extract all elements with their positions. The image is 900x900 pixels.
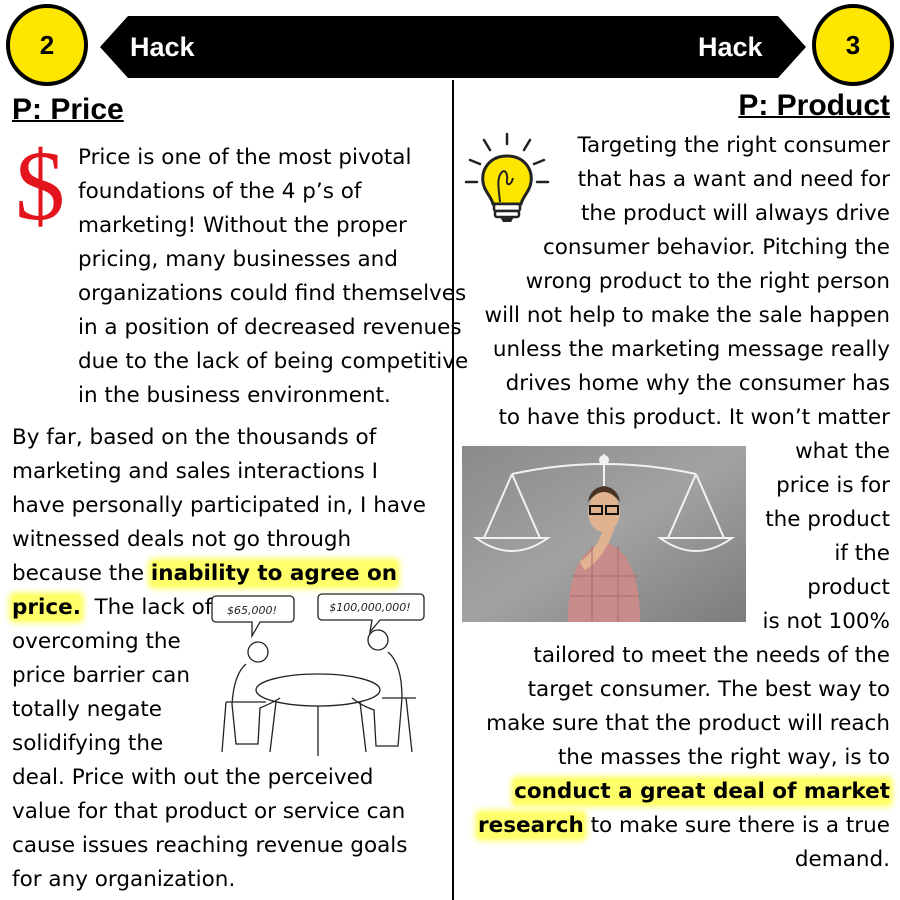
price-closing-line: deal. Price with out the perceived xyxy=(12,765,374,790)
product-top-line: wrong product to the right person xyxy=(525,269,890,294)
product-side-line: product xyxy=(807,575,890,600)
negotiation-cartoon-image xyxy=(206,590,430,760)
product-top-line: to have this product. It won’t matter xyxy=(498,405,890,430)
price-body-line: have personally participated in, I have xyxy=(12,493,426,518)
price-wrap-line: totally negate xyxy=(12,697,163,722)
price-highlight-line-2 xyxy=(12,591,212,625)
price-wrap-line: price barrier can xyxy=(12,663,190,688)
product-top-line: Targeting the right consumer xyxy=(577,133,890,158)
price-intro-line: foundations of the 4 p’s of xyxy=(78,179,362,204)
price-intro-line: Price is one of the most pivotal xyxy=(78,145,412,170)
price-heading: P: Price xyxy=(12,93,124,126)
banner-label-left: Hack xyxy=(130,32,195,62)
product-bottom-line: the masses the right way, is to xyxy=(557,745,890,770)
price-intro-line: marketing! Without the proper xyxy=(78,213,407,238)
price-wrap-line: solidifying the xyxy=(12,731,164,756)
product-top-line: will not help to make the sale happen xyxy=(484,303,890,328)
product-side-line: price is for xyxy=(776,473,890,498)
product-highlight-line-1 xyxy=(514,775,890,809)
cartoon-bubble-right-text: $100,000,000! xyxy=(329,601,411,614)
price-intro-line: organizations could find themselves xyxy=(78,281,467,306)
product-highlight-a: conduct a great deal of market xyxy=(514,779,890,804)
hack-number-badge-left: 2 xyxy=(6,4,88,86)
price-highlight-b: price. xyxy=(12,595,81,620)
product-side-line: the product xyxy=(765,507,890,532)
price-wrap-line: overcoming the xyxy=(12,629,181,654)
product-top-line: consumer behavior. Pitching the xyxy=(542,235,890,260)
price-intro-line: in the business environment. xyxy=(78,383,391,408)
product-side-line: is not 100% xyxy=(762,609,890,634)
product-highlight-line-2 xyxy=(478,809,890,843)
product-bottom-paragraph xyxy=(486,639,890,775)
price-line-because: because the xyxy=(12,561,151,586)
price-wrap-paragraph xyxy=(12,625,190,761)
product-highlight-b: research xyxy=(478,813,584,838)
dollar-sign-icon: $ xyxy=(15,130,65,241)
product-final-line: demand. xyxy=(794,847,890,872)
price-highlight-line xyxy=(12,557,397,591)
product-side-paragraph xyxy=(762,435,890,639)
price-intro-line: pricing, many businesses and xyxy=(78,247,398,272)
cartoon-bubble-left-text: $65,000! xyxy=(227,604,277,617)
banner-label-right: Hack xyxy=(698,32,763,62)
hack-number-badge-right: 3 xyxy=(812,4,894,86)
product-top-line: drives home why the consumer has xyxy=(505,371,890,396)
price-body-paragraph xyxy=(12,421,426,557)
price-body-line: marketing and sales interactions I xyxy=(12,459,378,484)
price-closing-paragraph xyxy=(12,761,407,897)
product-side-line: what the xyxy=(795,439,890,464)
product-top-line: the product will always drive xyxy=(580,201,890,226)
product-top-paragraph xyxy=(485,129,890,435)
product-bottom-line: target consumer. The best way to xyxy=(527,677,890,702)
price-intro-paragraph xyxy=(78,141,468,413)
price-body-line: witnessed deals not go through xyxy=(12,527,352,552)
price-intro-line: in a position of decreased revenues xyxy=(78,315,462,340)
product-top-line: unless the marketing message really xyxy=(492,337,890,362)
price-body-line: By far, based on the thousands of xyxy=(12,425,377,450)
product-bottom-line: tailored to meet the needs of the xyxy=(533,643,890,668)
product-side-line: if the xyxy=(834,541,890,566)
price-closing-line: for any organization. xyxy=(12,867,236,892)
product-top-line: that has a want and need for xyxy=(577,167,890,192)
product-heading: P: Product xyxy=(738,89,890,122)
price-highlight-a: inability to agree on xyxy=(150,561,398,586)
price-closing-line: value for that product or service can xyxy=(12,799,406,824)
price-closing-line: cause issues reaching revenue goals xyxy=(12,833,408,858)
price-line-after-price: The lack of xyxy=(80,595,213,620)
balance-scale-thinking-man-photo xyxy=(462,446,746,622)
price-intro-line: due to the lack of being competitive xyxy=(78,349,469,374)
product-bottom-line: make sure that the product will reach xyxy=(486,711,890,736)
product-after-highlight: to make sure there is a true xyxy=(583,813,890,838)
